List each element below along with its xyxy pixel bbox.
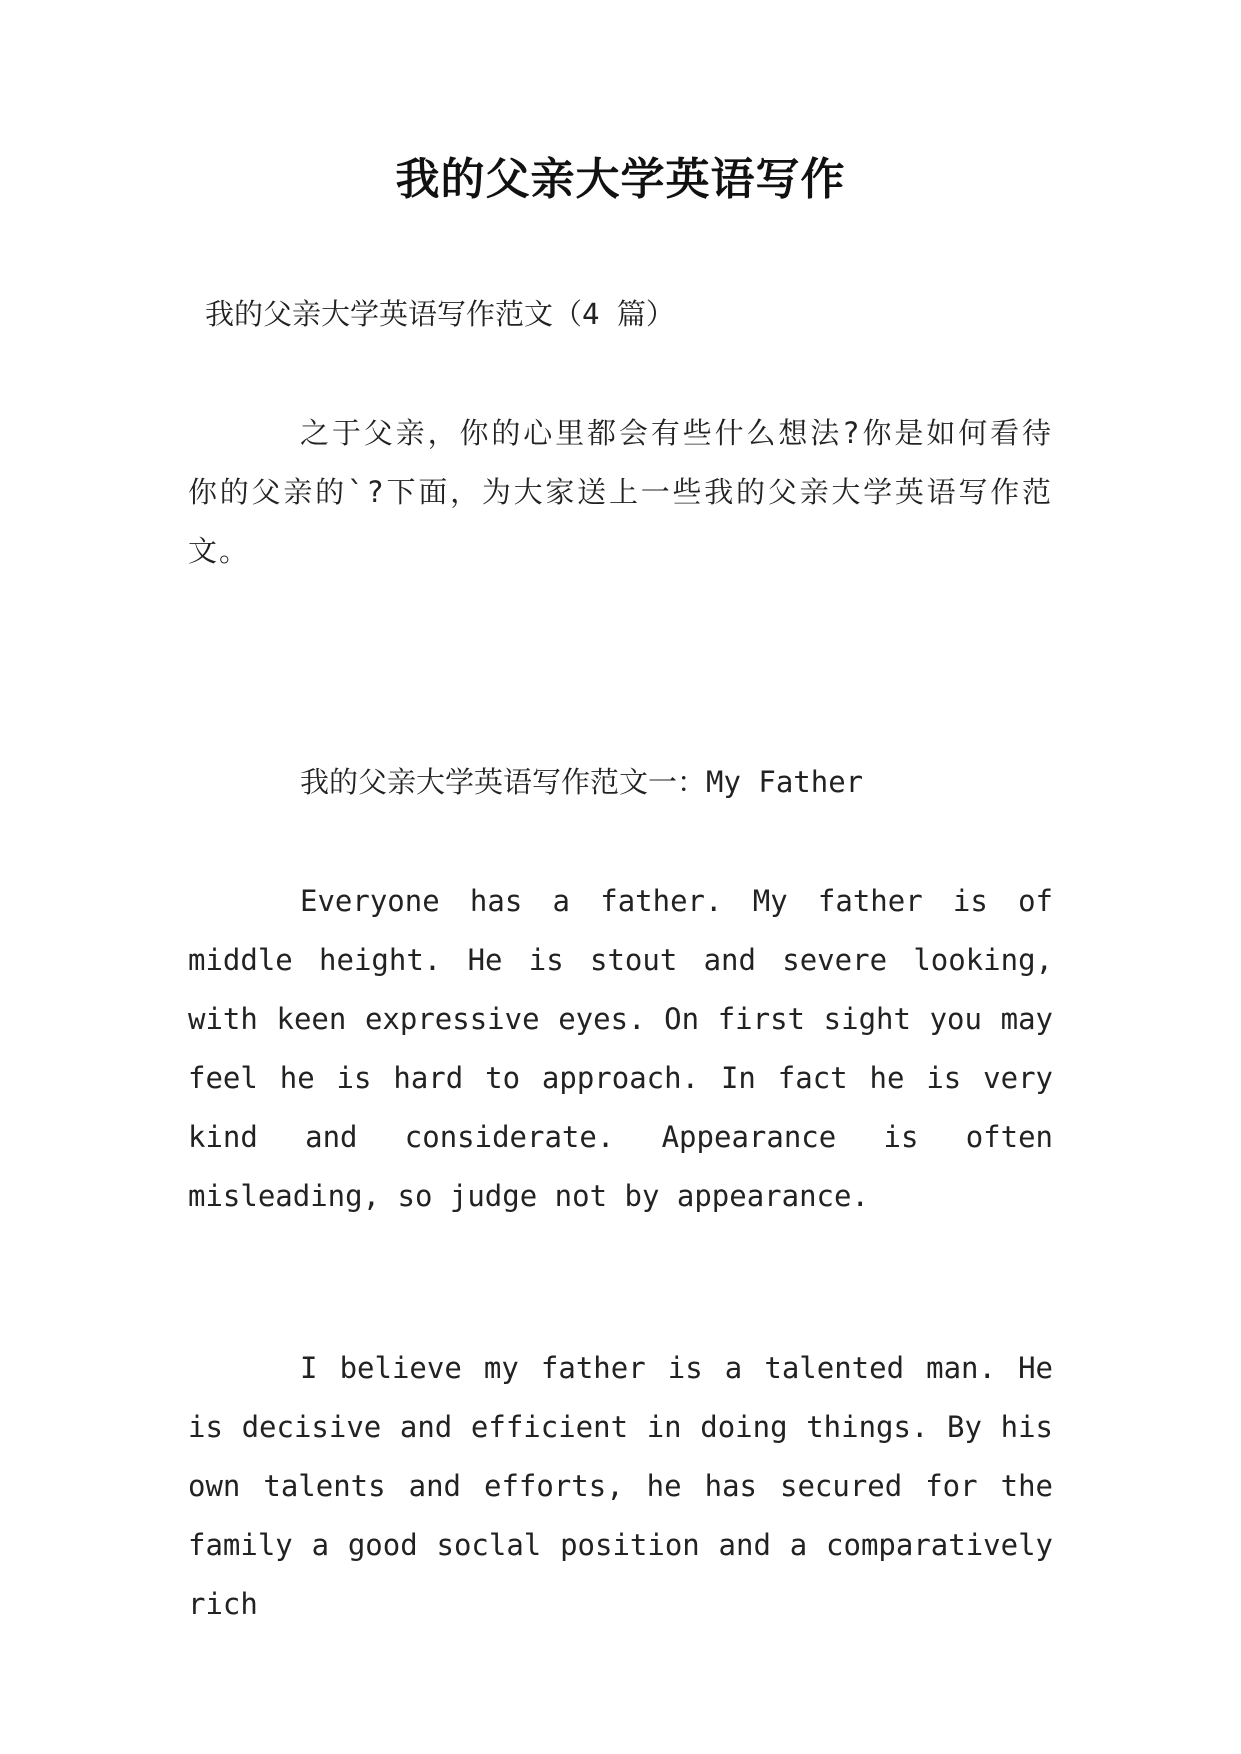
page-title: 我的父亲大学英语写作	[395, 154, 846, 205]
intro-paragraph: 之于父亲，你的心里都会有些什么想法?你是如何看待你的父亲的`?下面，为大家送上一些我的父亲大学英语写作范文。	[188, 416, 1053, 568]
section-heading: 我的父亲大学英语写作范文一：My Father	[300, 765, 864, 799]
document-subtitle: 我的父亲大学英语写作范文（4 篇）	[205, 297, 675, 331]
body-paragraph: I believe my father is a talented man. He is decisive and efficient in doing things. By his own talents and efforts, he has secured for the family a good soclal position and a comparatively rich	[188, 1351, 1053, 1621]
body-paragraph: Everyone has a father. My father is of middle height. He is stout and severe looking, with keen expressive eyes. On first sight you may feel he is hard to approach. In fact he is very kind and considerate. Appearance is often misleading, so judge not by appearance.	[188, 884, 1053, 1213]
